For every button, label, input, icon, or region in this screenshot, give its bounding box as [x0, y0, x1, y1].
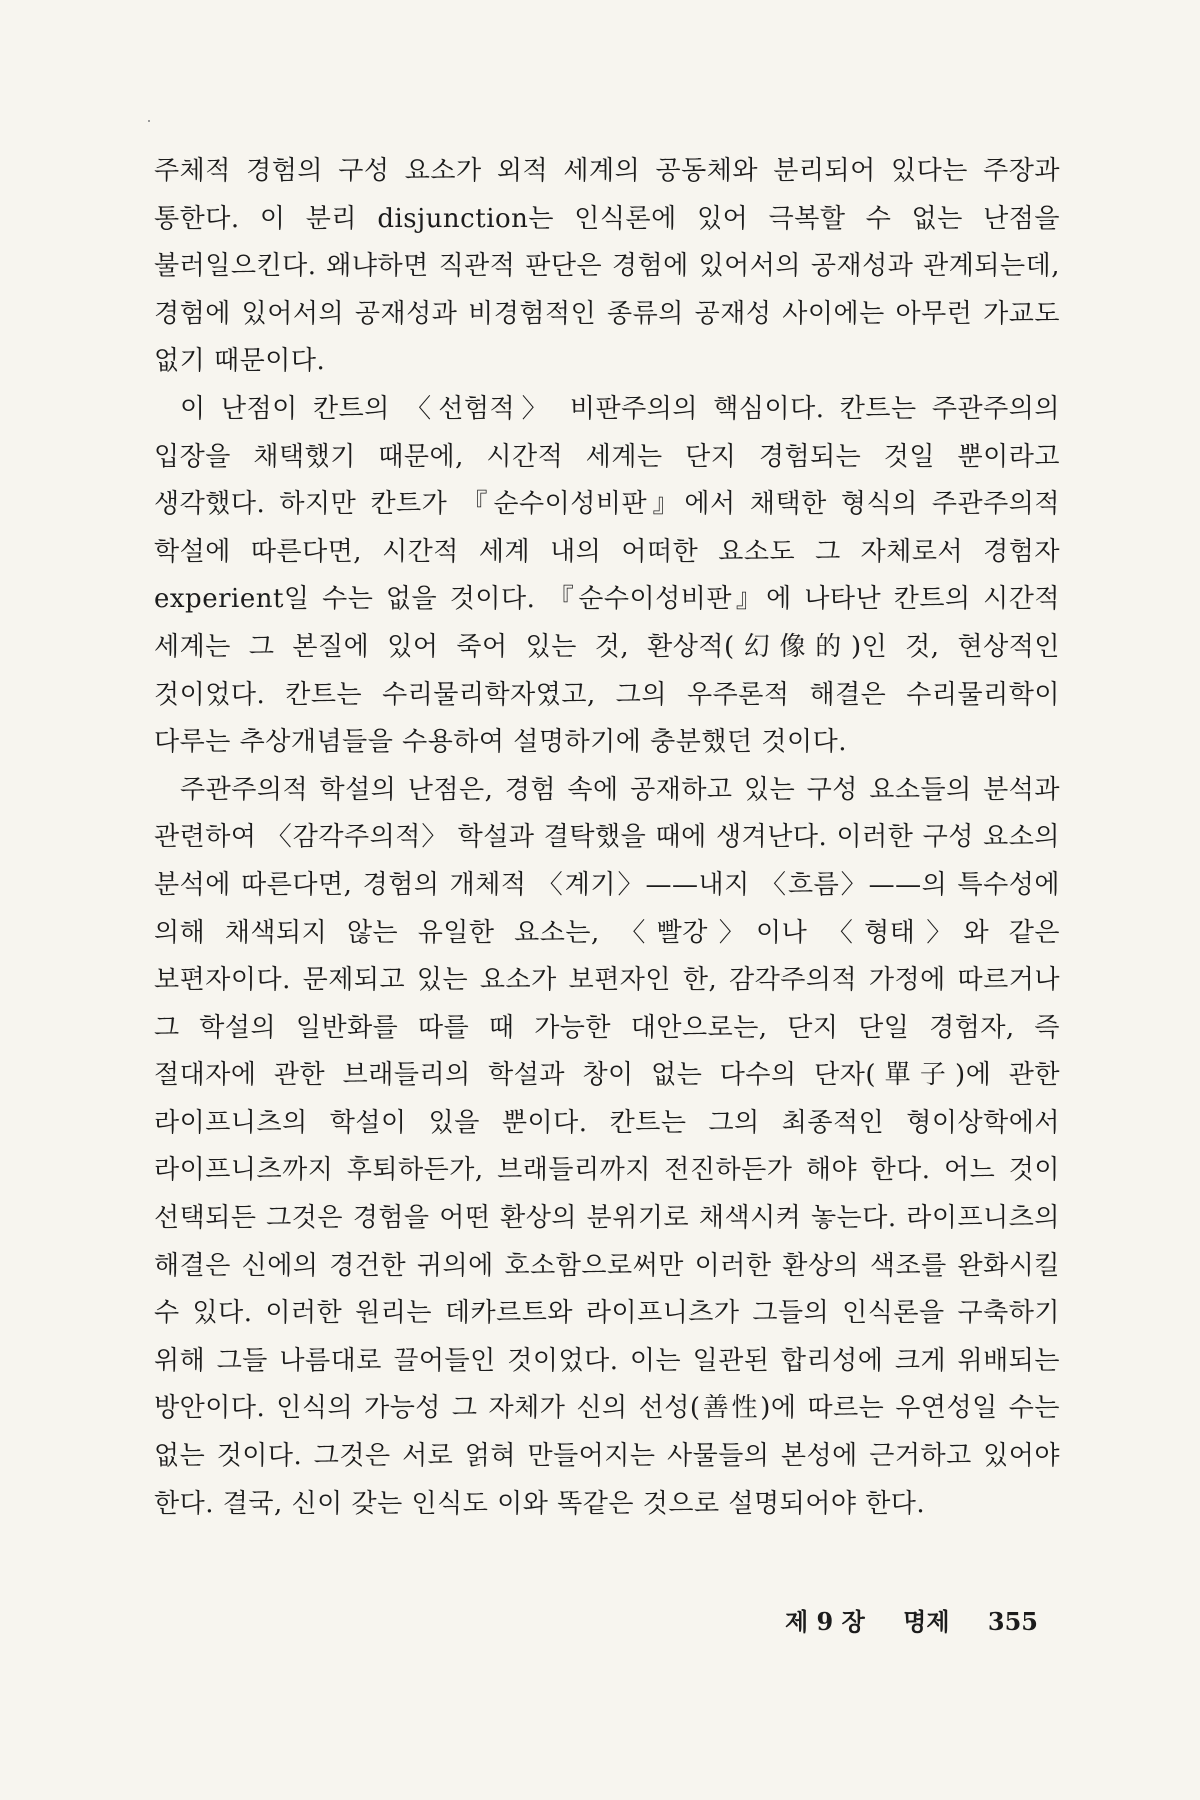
chapter-title: 명제	[903, 1607, 950, 1636]
paragraph-1: 주체적 경험의 구성 요소가 외적 세계의 공동체와 분리되어 있다는 주장과 통한다. 이 분리 disjunction는 인식론에 있어 극복할 수 없는 난점을 불러일으킨다. 왜냐하면 직관적 판단은 경험에 있어서의 공재성과 관계되는데, 경험에 있어서의 공재성과 비경험적인 종류의 공재성 사이에는 아무런 가교도 없기 때문이다.	[154, 156, 1060, 377]
paragraph-3: 주관주의적 학설의 난점은, 경험 속에 공재하고 있는 구성 요소들의 분석과 관련하여 〈감각주의적〉 학설과 결탁했을 때에 생겨난다. 이러한 구성 요소의 분석에 따른다면, 경험의 개체적 〈계기〉——내지 〈흐름〉——의 특수성에 의해 채색되지 않는 유일한 요소는, 〈빨강〉이나 〈형태〉와 같은 보편자이다. 문제되고 있는 요소가 보편자인 한, 감각주의적 가정에 따르거나 그 학설의 일반화를 따를 때 가능한 대안으로는, 단지 단일 경험자, 즉 절대자에 관한 브래들리의 학설과 창이 없는 다수의 단자(單子)에 관한 라이프니츠의 학설이 있을 뿐이다. 칸트는 그의 최종적인 형이상학에서 라이프니츠까지 후퇴하든가, 브래들리까지 전진하든가 해야 한다. 어느 것이 선택되든 그것은 경험을 어떤 환상의 분위기로 채색시켜 놓는다. 라이프니츠의 해결은 신에의 경건한 귀의에 호소함으로써만 이러한 환상의 색조를 완화시킬 수 있다. 이러한 원리는 데카르트와 라이프니츠가 그들의 인식론을 구축하기 위해 그들 나름대로 끌어들인 것이었다. 이는 일관된 합리성에 크게 위배되는 방안이다. 인식의 가능성 그 자체가 신의 선성(善性)에 따르는 우연성일 수는 없는 것이다. 그것은 서로 얽혀 만들어지는 사물들의 본성에 근거하고 있어야 한다. 결국, 신이 갖는 인식도 이와 똑같은 것으로 설명되어야 한다.	[154, 774, 1060, 1519]
paragraph-2: 이 난점이 칸트의 〈선험적〉 비판주의의 핵심이다. 칸트는 주관주의의 입장을 채택했기 때문에, 시간적 세계는 단지 경험되는 것일 뿐이라고 생각했다. 하지만 칸트가 『순수이성비판』에서 채택한 형식의 주관주의적 학설에 따른다면, 시간적 세계 내의 어떠한 요소도 그 자체로서 경험자 experient일 수는 없을 것이다. 『순수이성비판』에 나타난 칸트의 시간적 세계는 그 본질에 있어 죽어 있는 것, 환상적(幻像的)인 것, 현상적인 것이었다. 칸트는 수리물리학자였고, 그의 우주론적 해결은 수리물리학이 다루는 추상개념들을 수용하여 설명하기에 충분했던 것이다.	[154, 393, 1061, 758]
page-number: 355	[987, 1607, 1038, 1636]
body-text	[154, 148, 1060, 1528]
scan-speck	[148, 120, 150, 122]
page-footer	[785, 1602, 1038, 1637]
chapter-label: 제 9 장	[785, 1607, 865, 1636]
